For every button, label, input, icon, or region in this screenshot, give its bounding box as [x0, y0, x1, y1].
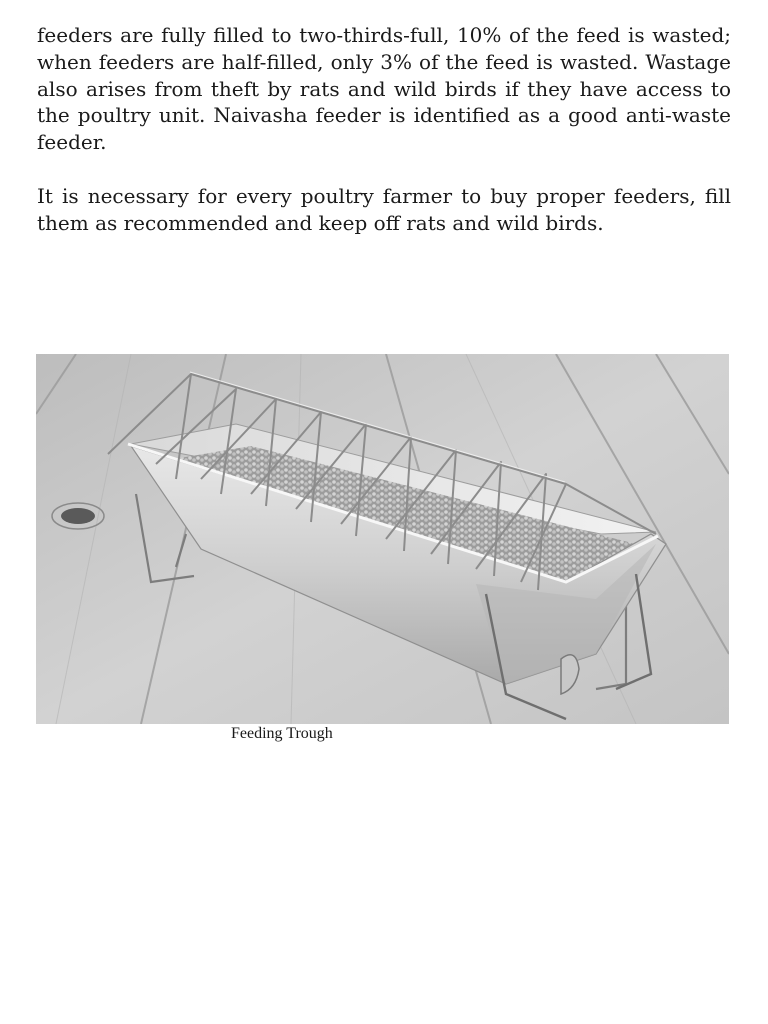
body-paragraph-feed-wastage: feeders are fully filled to two-thirds-full, 10% of the feed is wasted; when feeders are half-filled, only 3% of the feed is wasted. Wastage also arises from theft by rats and wild birds if they have access to the poultry unit. Naivasha feeder is identified as a good anti-waste feeder.: [37, 23, 731, 155]
feeding-trough-illustration: [36, 354, 729, 724]
body-paragraph-recommendation: It is necessary for every poultry farmer to buy proper feeders, fill them as recommended and keep off rats and wild birds.: [37, 184, 731, 235]
figure-caption: Feeding Trough: [231, 725, 333, 742]
feeding-trough-photo: [36, 354, 729, 724]
